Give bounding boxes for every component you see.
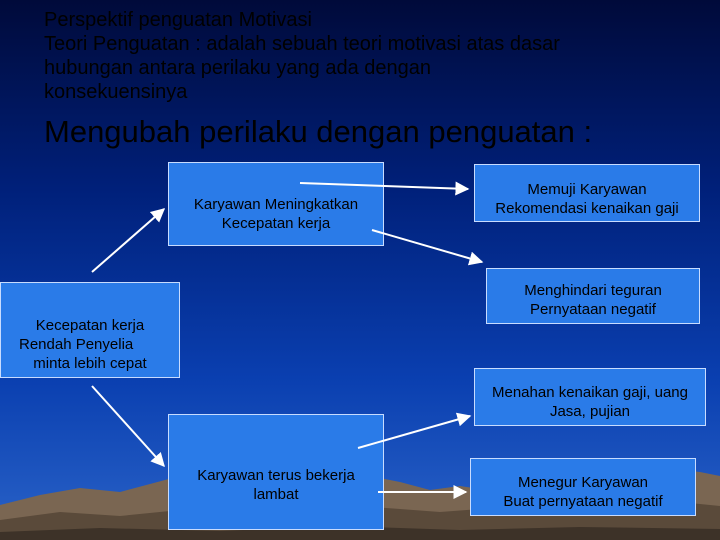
praise-box-line-1: Memuji Karyawan: [527, 180, 647, 198]
praise-box-line-2: Rekomendasi kenaikan gaji: [495, 199, 679, 217]
faster-box: [168, 162, 384, 246]
slow-box-line-2: lambat: [253, 486, 299, 503]
start-box-line-2: Rendah Penyelia: [19, 335, 134, 353]
reprimand-box-line-1: Menegur Karyawan: [517, 474, 649, 491]
title-line-3: hubungan antara perilaku yang ada dengan: [44, 57, 431, 79]
praise-box: [474, 164, 700, 222]
section-heading: Mengubah perilaku dengan penguatan :: [44, 114, 593, 149]
reprimand-box-line-2: Buat pernyataan negatif: [503, 493, 663, 510]
avoid-box: [486, 268, 700, 324]
withhold-box: [474, 368, 706, 426]
title-line-2: Teori Penguatan : adalah sebuah teori motivasi atas dasar: [44, 33, 560, 55]
avoid-box-line-1: Menghindari teguran: [524, 282, 662, 299]
faster-box-line-2: Kecepatan kerja: [221, 215, 331, 232]
title-line-4: konsekuensinya: [44, 81, 188, 103]
slide-title: [44, 8, 704, 104]
title-line-1: Perspektif penguatan Motivasi: [44, 9, 312, 31]
start-box: [0, 282, 180, 378]
slow-box-line-1: Karyawan terus bekerja: [197, 467, 355, 484]
start-box-line-3: minta lebih cepat: [33, 354, 147, 372]
withhold-box-line-1: Menahan kenaikan gaji, uang: [492, 384, 688, 401]
withhold-box-line-2: Jasa, pujian: [549, 403, 631, 420]
avoid-box-line-2: Pernyataan negatif: [530, 301, 656, 318]
faster-box-line-1: Karyawan Meningkatkan: [193, 196, 359, 213]
slow-box: [168, 414, 384, 530]
reprimand-box: [470, 458, 696, 516]
start-box-line-1: Kecepatan kerja: [35, 316, 145, 334]
